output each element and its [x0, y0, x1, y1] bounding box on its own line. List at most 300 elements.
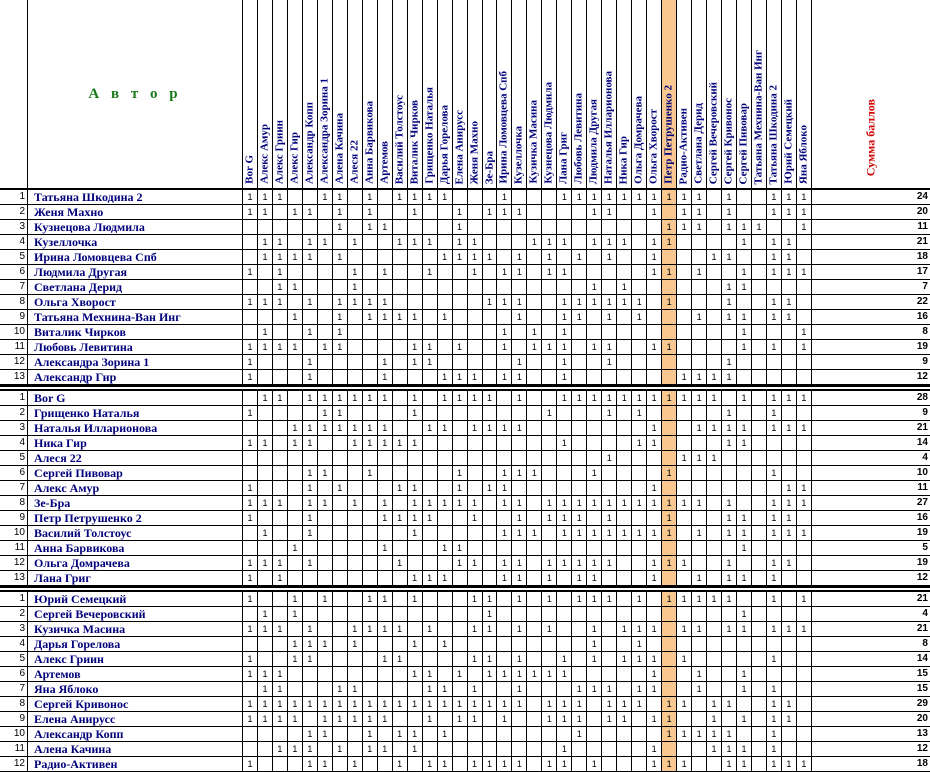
vote-cell [572, 205, 587, 220]
vote-cell: 1 [273, 712, 288, 727]
vote-cell: 1 [707, 391, 722, 406]
vote-cell [288, 190, 303, 205]
vote-cell: 1 [243, 667, 258, 682]
vote-cell [647, 466, 662, 481]
author-name: Кузнецова Людмила [28, 220, 243, 235]
vote-cell [617, 682, 632, 697]
vote-cell [632, 541, 647, 556]
vote-cell [737, 451, 752, 466]
vote-cell [303, 571, 318, 586]
vote-cell [677, 607, 692, 622]
vote-cell [797, 280, 812, 295]
column-header [318, 0, 333, 190]
vote-cell [797, 436, 812, 451]
vote-cell: 1 [468, 592, 483, 607]
row-number: 6 [0, 667, 28, 682]
vote-cell [408, 295, 423, 310]
vote-cell [258, 481, 273, 496]
column-header-label: Сергей Вечеровский [707, 81, 720, 184]
vote-cell: 1 [497, 340, 512, 355]
vote-cell [348, 742, 363, 757]
vote-cell: 1 [647, 421, 662, 436]
vote-cell: 1 [542, 235, 557, 250]
vote-cell: 1 [318, 496, 333, 511]
vote-cell [348, 571, 363, 586]
vote-cell: 1 [423, 340, 438, 355]
vote-cell [258, 451, 273, 466]
total-score: 21 [812, 235, 930, 250]
vote-cell: 1 [647, 436, 662, 451]
vote-cell [527, 541, 542, 556]
vote-cell: 1 [572, 556, 587, 571]
vote-cell [408, 757, 423, 772]
vote-cell [677, 742, 692, 757]
author-name: Анна Барвикова [28, 541, 243, 556]
vote-cell [677, 541, 692, 556]
vote-cell: 1 [722, 310, 737, 325]
vote-cell [752, 205, 767, 220]
vote-cell [438, 742, 453, 757]
vote-cell: 1 [662, 340, 677, 355]
vote-cell [662, 622, 677, 637]
vote-cell [243, 310, 258, 325]
vote-cell [497, 451, 512, 466]
vote-cell [288, 667, 303, 682]
vote-cell: 1 [557, 667, 572, 682]
vote-cell [752, 310, 767, 325]
vote-cell [243, 235, 258, 250]
vote-cell: 1 [647, 682, 662, 697]
vote-cell [542, 391, 557, 406]
vote-cell [662, 421, 677, 436]
vote-cell [333, 466, 348, 481]
vote-cell [572, 481, 587, 496]
vote-cell: 1 [303, 697, 318, 712]
vote-cell: 1 [273, 340, 288, 355]
vote-cell [318, 250, 333, 265]
column-header-label: Дарья Горелова [438, 104, 451, 184]
total-score: 18 [812, 757, 930, 772]
total-score: 16 [812, 511, 930, 526]
vote-cell [468, 541, 483, 556]
vote-cell: 1 [767, 556, 782, 571]
vote-cell [438, 295, 453, 310]
total-score: 12 [812, 571, 930, 586]
vote-cell: 1 [602, 190, 617, 205]
vote-cell: 1 [722, 250, 737, 265]
vote-cell [752, 511, 767, 526]
author-name: Александр Копп [28, 727, 243, 742]
vote-cell: 1 [767, 190, 782, 205]
vote-cell: 1 [602, 340, 617, 355]
vote-cell: 1 [273, 742, 288, 757]
column-header [797, 0, 812, 190]
row-number: 5 [0, 451, 28, 466]
vote-cell: 1 [722, 205, 737, 220]
author-name: Ника Гир [28, 436, 243, 451]
vote-cell [438, 556, 453, 571]
vote-cell [497, 406, 512, 421]
total-score: 21 [812, 421, 930, 436]
vote-cell: 1 [393, 622, 408, 637]
vote-cell [273, 355, 288, 370]
vote-cell [737, 355, 752, 370]
vote-cell [767, 481, 782, 496]
vote-cell: 1 [767, 652, 782, 667]
author-name: Алекс Амур [28, 481, 243, 496]
vote-cell [692, 541, 707, 556]
column-header [378, 0, 393, 190]
vote-cell [468, 667, 483, 682]
total-score: 19 [812, 340, 930, 355]
vote-cell: 1 [707, 697, 722, 712]
vote-cell [557, 466, 572, 481]
vote-cell: 1 [527, 466, 542, 481]
column-header-label: Сергей Кривонос [722, 97, 735, 184]
vote-cell: 1 [722, 280, 737, 295]
vote-cell: 1 [408, 697, 423, 712]
vote-cell [378, 406, 393, 421]
total-score: 12 [812, 742, 930, 757]
column-header [542, 0, 557, 190]
vote-cell: 1 [677, 697, 692, 712]
vote-cell: 1 [647, 235, 662, 250]
total-score: 28 [812, 391, 930, 406]
vote-cell [512, 325, 527, 340]
vote-cell [318, 622, 333, 637]
vote-cell: 1 [333, 220, 348, 235]
row-number: 9 [0, 712, 28, 727]
vote-cell [483, 406, 498, 421]
vote-cell: 1 [363, 622, 378, 637]
vote-cell [692, 250, 707, 265]
vote-cell: 1 [408, 310, 423, 325]
vote-cell [662, 637, 677, 652]
vote-cell: 1 [273, 391, 288, 406]
vote-cell [273, 406, 288, 421]
vote-cell [333, 265, 348, 280]
vote-cell: 1 [393, 757, 408, 772]
vote-cell: 1 [782, 391, 797, 406]
vote-cell [527, 370, 542, 385]
total-score: 9 [812, 355, 930, 370]
vote-cell [393, 592, 408, 607]
vote-cell: 1 [243, 592, 258, 607]
vote-cell [707, 652, 722, 667]
column-header-label: Алена Качина [333, 113, 346, 184]
vote-cell [273, 652, 288, 667]
row-number: 8 [0, 496, 28, 511]
total-score: 16 [812, 310, 930, 325]
row-number: 8 [0, 697, 28, 712]
vote-cell [797, 742, 812, 757]
total-score: 5 [812, 541, 930, 556]
vote-cell: 1 [632, 697, 647, 712]
vote-cell [483, 280, 498, 295]
vote-cell [453, 727, 468, 742]
vote-cell [512, 481, 527, 496]
vote-cell [318, 436, 333, 451]
vote-cell: 1 [737, 235, 752, 250]
vote-cell: 1 [557, 391, 572, 406]
vote-cell: 1 [378, 541, 393, 556]
vote-cell: 1 [393, 310, 408, 325]
vote-cell: 1 [378, 592, 393, 607]
vote-cell: 1 [423, 190, 438, 205]
vote-cell [617, 667, 632, 682]
vote-cell [677, 682, 692, 697]
vote-cell [438, 511, 453, 526]
vote-cell: 1 [782, 526, 797, 541]
vote-cell: 1 [692, 592, 707, 607]
vote-cell [438, 436, 453, 451]
vote-cell [393, 466, 408, 481]
vote-cell: 1 [797, 421, 812, 436]
vote-cell: 1 [512, 682, 527, 697]
vote-cell [632, 481, 647, 496]
vote-cell [288, 757, 303, 772]
vote-cell [423, 742, 438, 757]
vote-cell [737, 370, 752, 385]
vote-cell [303, 265, 318, 280]
vote-cell: 1 [393, 652, 408, 667]
vote-cell: 1 [587, 466, 602, 481]
vote-cell [468, 406, 483, 421]
vote-cell: 1 [273, 280, 288, 295]
vote-cell: 1 [782, 265, 797, 280]
vote-cell [722, 451, 737, 466]
vote-cell [752, 727, 767, 742]
vote-cell: 1 [468, 235, 483, 250]
vote-cell [497, 250, 512, 265]
author-name: Грищенко Наталья [28, 406, 243, 421]
author-label: А в т о р [88, 85, 182, 102]
vote-cell: 1 [333, 310, 348, 325]
vote-cell [602, 325, 617, 340]
vote-cell [423, 556, 438, 571]
vote-cell: 1 [333, 421, 348, 436]
vote-cell [647, 607, 662, 622]
vote-cell [557, 280, 572, 295]
author-name: Елена Анирусс [28, 712, 243, 727]
vote-cell [707, 466, 722, 481]
vote-cell [797, 541, 812, 556]
vote-cell [632, 265, 647, 280]
vote-cell: 1 [557, 355, 572, 370]
vote-cell [423, 436, 438, 451]
vote-cell: 1 [303, 757, 318, 772]
vote-cell [752, 190, 767, 205]
vote-cell: 1 [797, 622, 812, 637]
vote-cell: 1 [243, 556, 258, 571]
vote-cell [662, 481, 677, 496]
vote-cell: 1 [333, 205, 348, 220]
vote-cell [423, 652, 438, 667]
vote-cell: 1 [363, 712, 378, 727]
vote-cell: 1 [752, 220, 767, 235]
vote-cell [363, 637, 378, 652]
vote-cell [557, 421, 572, 436]
vote-cell: 1 [662, 757, 677, 772]
vote-cell [722, 265, 737, 280]
vote-cell: 1 [497, 466, 512, 481]
vote-cell: 1 [572, 682, 587, 697]
vote-cell [363, 265, 378, 280]
vote-cell [767, 280, 782, 295]
vote-cell: 1 [647, 622, 662, 637]
vote-cell [423, 481, 438, 496]
vote-cell: 1 [587, 496, 602, 511]
vote-cell [722, 637, 737, 652]
vote-cell: 1 [557, 697, 572, 712]
column-header [557, 0, 572, 190]
vote-cell [483, 451, 498, 466]
vote-cell [752, 652, 767, 667]
vote-cell: 1 [348, 496, 363, 511]
vote-cell [378, 205, 393, 220]
vote-cell [453, 451, 468, 466]
vote-cell [647, 406, 662, 421]
vote-cell [617, 451, 632, 466]
vote-cell [378, 325, 393, 340]
vote-cell [752, 481, 767, 496]
vote-cell [468, 637, 483, 652]
vote-cell: 1 [647, 742, 662, 757]
vote-cell: 1 [408, 667, 423, 682]
vote-cell: 1 [557, 325, 572, 340]
vote-cell: 1 [602, 526, 617, 541]
vote-cell: 1 [497, 667, 512, 682]
vote-cell: 1 [572, 727, 587, 742]
vote-cell [468, 310, 483, 325]
vote-cell: 1 [767, 511, 782, 526]
vote-cell [707, 481, 722, 496]
vote-cell [512, 235, 527, 250]
vote-cell [737, 592, 752, 607]
vote-cell: 1 [288, 652, 303, 667]
column-header-label: Кузеллочка [512, 126, 525, 184]
vote-cell: 1 [378, 622, 393, 637]
vote-cell [587, 607, 602, 622]
vote-cell: 1 [438, 391, 453, 406]
vote-cell [602, 541, 617, 556]
vote-cell: 1 [348, 757, 363, 772]
vote-cell: 1 [647, 265, 662, 280]
vote-cell: 1 [587, 295, 602, 310]
vote-cell [797, 250, 812, 265]
vote-cell: 1 [722, 757, 737, 772]
vote-cell [572, 436, 587, 451]
vote-cell [453, 295, 468, 310]
vote-cell: 1 [363, 421, 378, 436]
vote-cell [288, 325, 303, 340]
vote-cell [348, 406, 363, 421]
vote-cell [527, 250, 542, 265]
vote-cell: 1 [797, 481, 812, 496]
vote-cell [752, 622, 767, 637]
vote-cell [438, 667, 453, 682]
vote-cell: 1 [438, 727, 453, 742]
vote-cell [333, 541, 348, 556]
vote-cell [647, 220, 662, 235]
vote-cell: 1 [737, 436, 752, 451]
vote-cell [468, 340, 483, 355]
vote-cell: 1 [722, 571, 737, 586]
vote-cell [692, 325, 707, 340]
vote-cell: 1 [408, 496, 423, 511]
column-header-label: Светлана Дерид [692, 103, 705, 184]
row-number: 8 [0, 295, 28, 310]
vote-cell [542, 421, 557, 436]
column-header [587, 0, 602, 190]
vote-cell [527, 757, 542, 772]
vote-cell [557, 571, 572, 586]
vote-cell: 1 [767, 235, 782, 250]
vote-cell [348, 607, 363, 622]
row-number: 3 [0, 220, 28, 235]
vote-cell: 1 [497, 205, 512, 220]
vote-cell [423, 592, 438, 607]
vote-cell [468, 280, 483, 295]
column-header [782, 0, 797, 190]
vote-cell [333, 235, 348, 250]
vote-cell [303, 406, 318, 421]
vote-cell [737, 496, 752, 511]
vote-cell [662, 436, 677, 451]
vote-cell: 1 [632, 652, 647, 667]
total-score: 18 [812, 250, 930, 265]
column-header-label: Лана Григ [557, 131, 570, 184]
vote-cell [572, 325, 587, 340]
vote-cell: 1 [438, 370, 453, 385]
vote-cell: 1 [722, 295, 737, 310]
vote-cell: 1 [692, 421, 707, 436]
vote-cell: 1 [258, 556, 273, 571]
vote-cell: 1 [273, 295, 288, 310]
vote-cell [632, 607, 647, 622]
vote-cell: 1 [677, 190, 692, 205]
vote-cell: 1 [393, 190, 408, 205]
vote-cell [497, 622, 512, 637]
vote-cell: 1 [587, 592, 602, 607]
vote-cell [468, 481, 483, 496]
vote-cell: 1 [617, 280, 632, 295]
vote-cell [662, 652, 677, 667]
vote-cell: 1 [692, 526, 707, 541]
vote-cell: 1 [677, 370, 692, 385]
vote-cell [527, 265, 542, 280]
total-score: 22 [812, 295, 930, 310]
vote-cell [677, 466, 692, 481]
vote-cell: 1 [243, 481, 258, 496]
vote-cell [468, 526, 483, 541]
vote-cell [243, 451, 258, 466]
column-header-label: Алеся 22 [348, 140, 361, 184]
vote-cell [752, 391, 767, 406]
vote-cell [408, 682, 423, 697]
vote-cell [438, 592, 453, 607]
vote-cell [318, 265, 333, 280]
vote-cell [602, 652, 617, 667]
vote-cell [423, 220, 438, 235]
vote-cell [423, 205, 438, 220]
vote-cell: 1 [453, 697, 468, 712]
total-score: 20 [812, 205, 930, 220]
vote-cell: 1 [797, 205, 812, 220]
vote-cell [393, 607, 408, 622]
vote-cell [647, 310, 662, 325]
vote-cell: 1 [692, 391, 707, 406]
